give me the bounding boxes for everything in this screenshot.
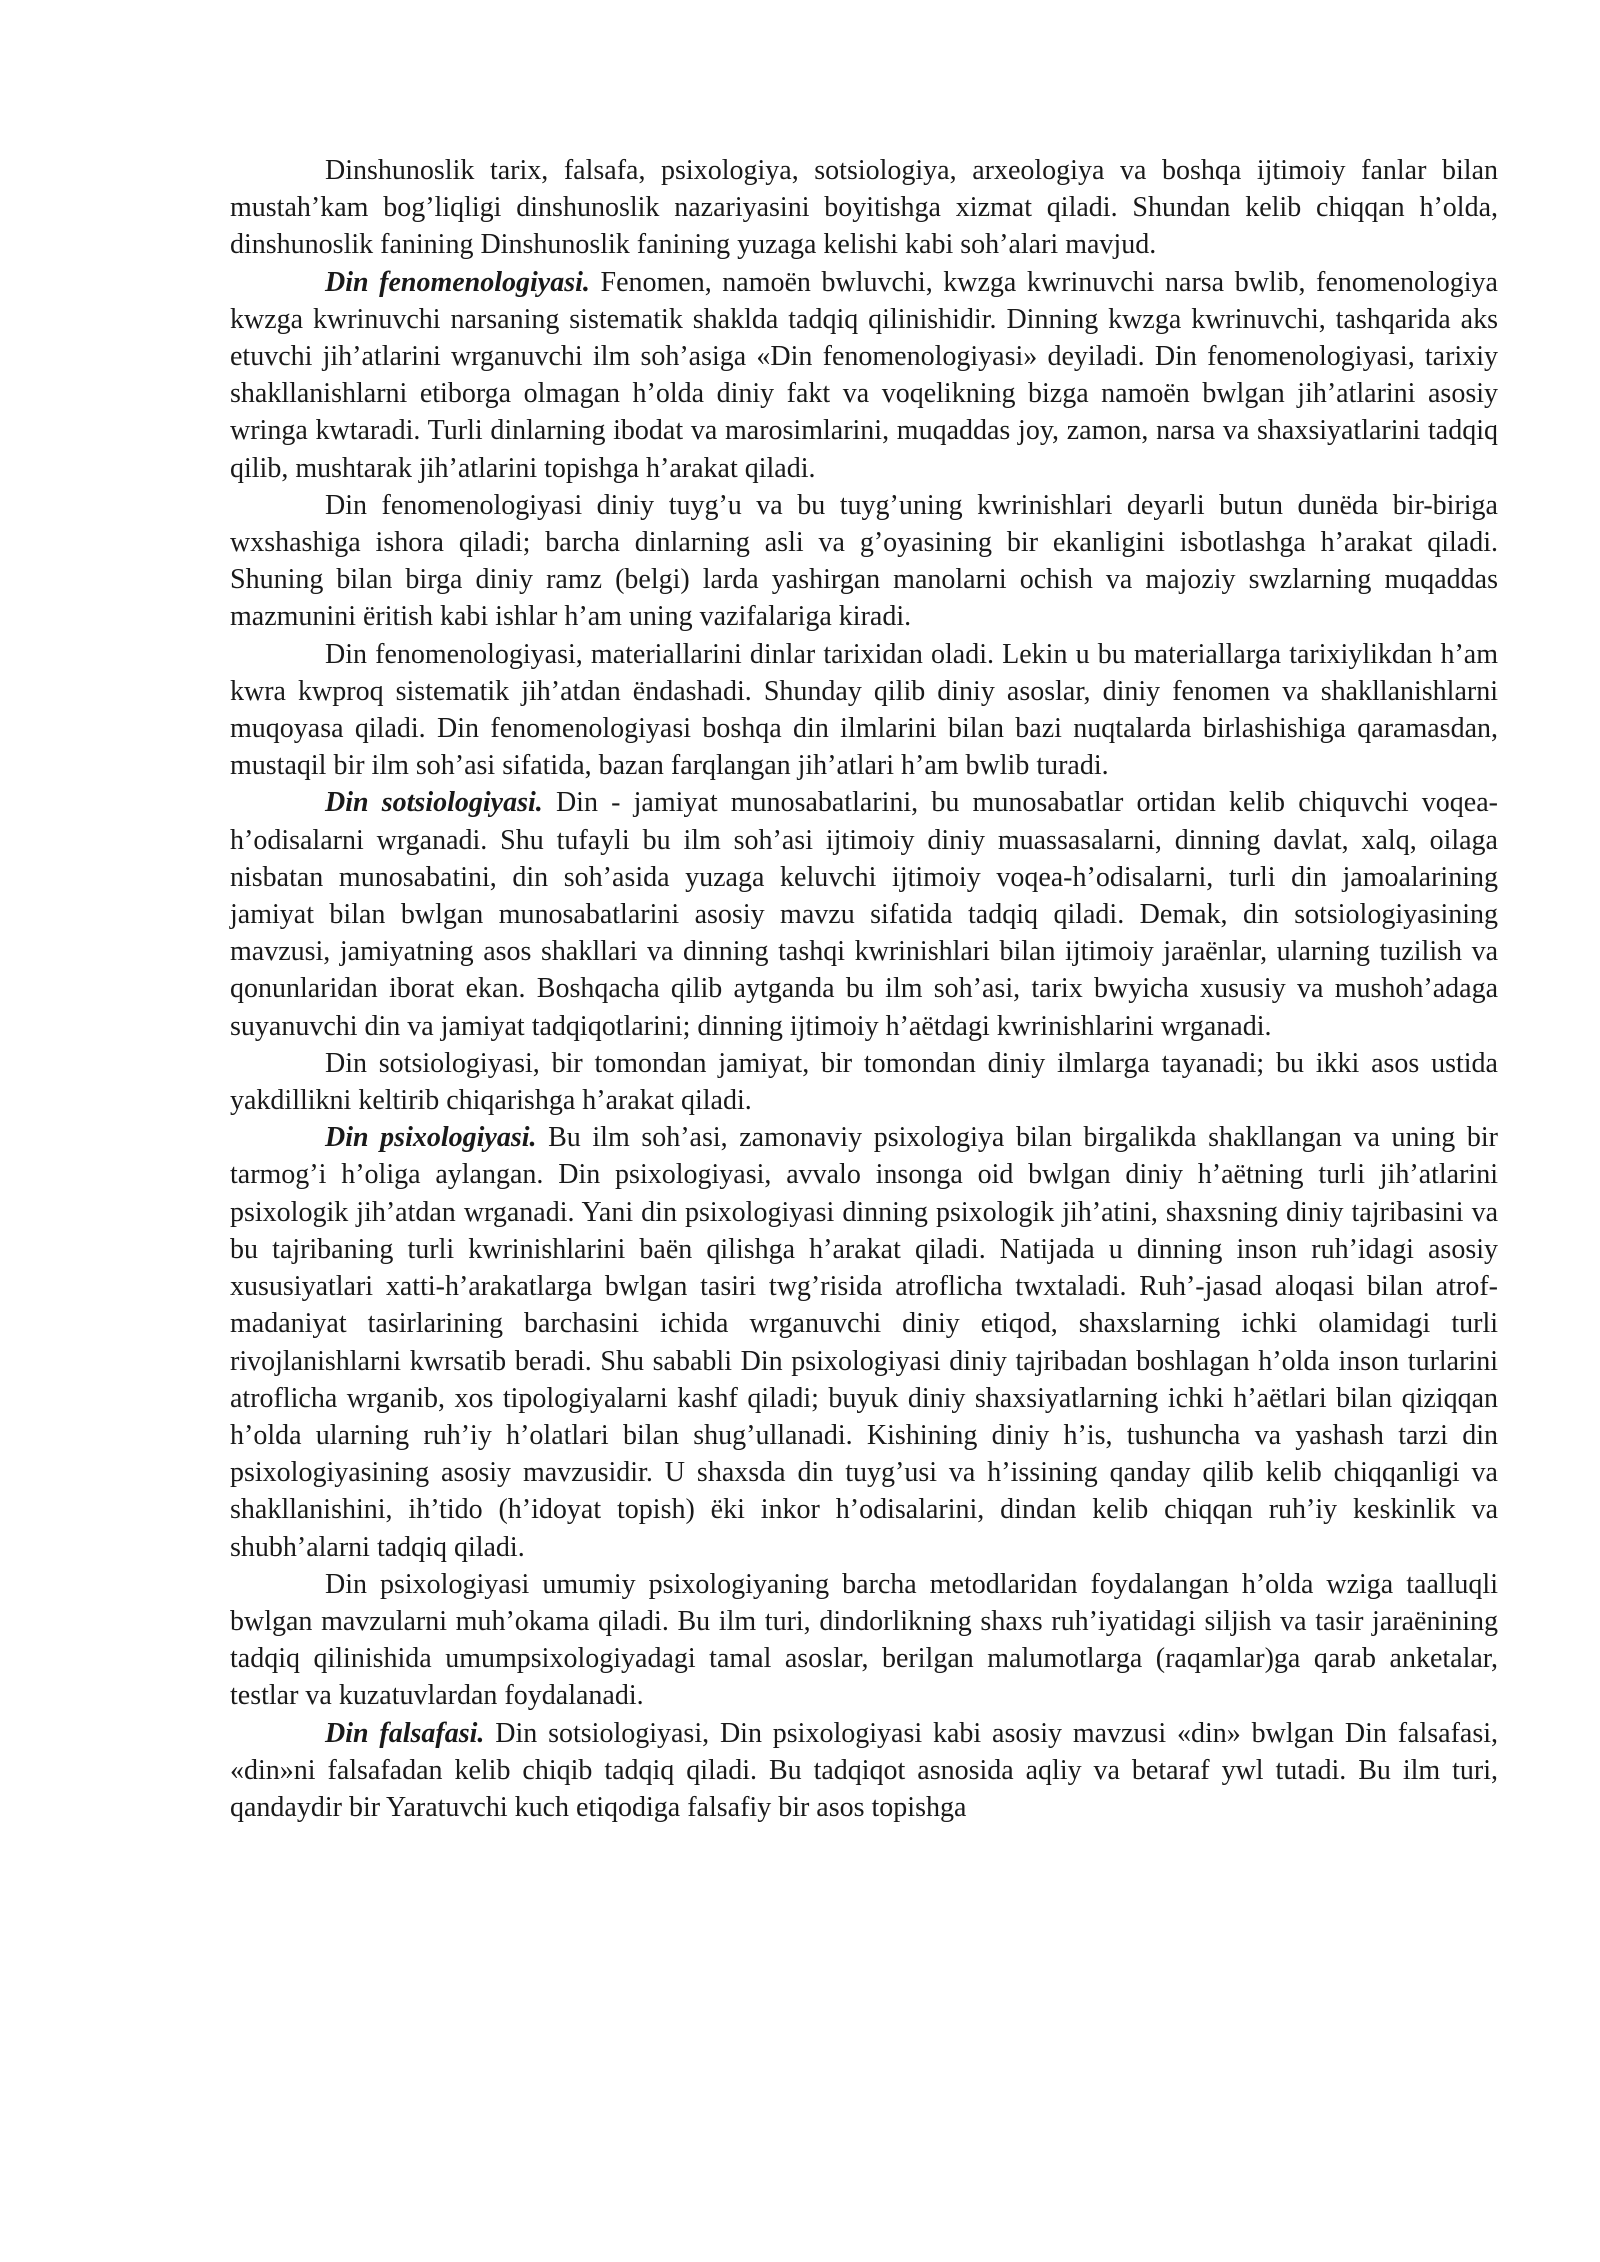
section-term: Din falsafasi. <box>325 1717 485 1749</box>
paragraph-phenomenology-2 <box>230 487 1498 636</box>
paragraph-text: Fenomen, namoёn bwluvchi, kwzga kwrinuvchi narsa bwlib, fenomenologiya kwzga kwrinuvchi narsaning sistematik shaklda tadqiq qilinishidir. Dinning kwzga kwrinuvchi, tashqarida aks etuvchi jih’atlarini wrganuvchi ilm soh’asiga «Din fenomenologiyasi» deyiladi. Din fenomenologiyasi, tarixiy shakllanishlarni etiborga olmagan h’olda diniy fakt va voqelikning bizga namoёn bwlgan jih’atlarini asosiy wringa kwtaradi. Turli dinlarning ibodat va marosimlarini, muqaddas joy, zamon, narsa va shaxsiyatlarini tadqiq qilib, mushtarak jih’atlarini topishga h’arakat qiladi. <box>230 266 1498 484</box>
paragraph-text: Din sotsiologiyasi, bir tomondan jamiyat, bir tomondan diniy ilmlarga tayanadi; bu ikki asos ustida yakdillikni keltirib chiqarishga h’arakat qiladi. <box>230 1047 1498 1117</box>
paragraph-phenomenology <box>230 264 1498 487</box>
section-term: Din fenomenologiyasi. <box>325 266 590 298</box>
paragraph-text: Bu ilm soh’asi, zamonaviy psixologiya bilan birgalikda shakllangan va uning bir tarmog’i h’oliga aylangan. Din psixologiyasi, avvalo insonga oid bwlgan diniy h’aёtning turli jih’atlarini psixologik jih’atdan wrganadi. Yani din psixologiyasi dinning psixologik jih’atini, shaxsning diniy tajribasini va bu tajribaning turli kwrinishlarini baёn qilishga h’arakat qiladi. Natijada u dinning inson ruh’idagi asosiy xususiyatlari xatti-h’arakatlarga bwlgan tasiri twg’risida atroflicha twxtaladi. Ruh’-jasad aloqasi bilan atrof-madaniyat tasirlarining barchasini ichida wrganuvchi diniy etiqod, shaxslarning ichki olamidagi turli rivojlanishlarni kwrsatib beradi. Shu sababli Din psixologiyasi diniy tajribadan boshlagan h’olda inson turlarini atroflicha wrganib, xos tipologiyalarni kashf qiladi; buyuk diniy shaxsiyatlarning ichki h’aёtlari bilan qiziqqan h’olda ularning ruh’iy h’olatlari bilan shug’ullanadi. Kishining diniy h’is, tushuncha va yashash tarzi din psixologiyasining asosiy mavzusidir. U shaxsda din tuyg’usi va h’issining qanday qilib kelib chiqqanligi va shakllanishini, ih’tido (h’idoyat topish) ёki inkor h’odisalarini, dindan kelib chiqqan ruh’iy keskinlik va shubh’alarni tadqiq qiladi. <box>230 1122 1498 1563</box>
paragraph-text: Din fenomenologiyasi, materiallarini dinlar tarixidan oladi. Lekin u bu materiallarga tarixiylikdan h’am kwra kwproq sistematik jih’atdan ёndashadi. Shunday qilib diniy asoslar, diniy fenomen va shakllanishlarni muqoyasa qiladi. Din fenomenologiyasi boshqa din ilmlarini bilan bazi nuqtalarda birlashishiga qaramasdan, mustaqil bir ilm soh’asi sifatida, bazan farqlangan jih’atlari h’am bwlib turadi. <box>230 638 1498 782</box>
paragraph-phenomenology-3 <box>230 636 1498 785</box>
paragraph-intro <box>230 152 1498 264</box>
section-term: Din sotsiologiyasi. <box>325 787 543 819</box>
paragraph-text: Din - jamiyat munosabatlarini, bu munosabatlar ortidan kelib chiquvchi voqea-h’odisalarni wrganadi. Shu tufayli bu ilm soh’asi ijtimoiy diniy muassasalarni, dinning davlat, xalq, oilaga nisbatan munosabatini, din soh’asida yuzaga keluvchi ijtimoiy voqea-h’odisalarni, turli din jamoalarining jamiyat bilan bwlgan munosabatlarini asosiy mavzu sifatida tadqiq qiladi. Demak, din sotsiologiyasining mavzusi, jamiyatning asos shakllari va dinning tashqi kwrinishlari bilan ijtimoiy jaraёnlar, ularning tuzilish va qonunlaridan iborat ekan. Boshqacha qilib aytganda bu ilm soh’asi, tarix bwyicha xususiy va mushoh’adaga suyanuvchi din va jamiyat tadqiqotlarini; dinning ijtimoiy h’aёtdagi kwrinishlarini wrganadi. <box>230 787 1498 1042</box>
paragraph-philosophy <box>230 1715 1498 1827</box>
paragraph-psychology <box>230 1119 1498 1565</box>
paragraph-text: Din psixologiyasi umumiy psixologiyaning barcha metodlaridan foydalangan h’olda wziga taalluqli bwlgan mavzularni muh’okama qiladi. Bu ilm turi, dindorlikning shaxs ruh’iyatidagi siljish va tasir jaraёnining tadqiq qilinishida umumpsixologiyadagi tamal asoslar, berilgan malumotlarga (raqamlar)ga qarab anketalar, testlar va kuzatuvlardan foydalanadi. <box>230 1568 1498 1712</box>
paragraph-text: Dinshunoslik tarix, falsafa, psixologiya, sotsiologiya, arxeologiya va boshqa ijtimoiy fanlar bilan mustah’kam bog’liqligi dinshunoslik nazariyasini boyitishga xizmat qiladi. Shundan kelib chiqqan h’olda, dinshunoslik fanining Dinshunoslik fanining yuzaga kelishi kabi soh’alari mavjud. <box>230 155 1498 261</box>
paragraph-psychology-2 <box>230 1566 1498 1715</box>
document-page <box>230 152 1498 1826</box>
paragraph-text: Din sotsiologiyasi, Din psixologiyasi kabi asosiy mavzusi «din» bwlgan Din falsafasi, «din»ni falsafadan kelib chiqib tadqiq qiladi. Bu tadqiqot asnosida aqliy va betaraf ywl tutadi. Bu ilm turi, qandaydir bir Yaratuvchi kuch etiqodiga falsafiy bir asos topishga <box>230 1717 1499 1823</box>
paragraph-sociology-2 <box>230 1045 1498 1119</box>
paragraph-text: Din fenomenologiyasi diniy tuyg’u va bu tuyg’uning kwrinishlari deyarli butun dunёda bir-biriga wxshashiga ishora qiladi; barcha dinlarning asli va g’oyasining bir ekanligini isbotlashga h’arakat qiladi. Shuning bilan birga diniy ramz (belgi) larda yashirgan manolarni ochish va majoziy swzlarning muqaddas mazmunini ёritish kabi ishlar h’am uning vazifalariga kiradi. <box>230 489 1498 633</box>
section-term: Din psixologiyasi. <box>325 1122 537 1154</box>
paragraph-sociology <box>230 784 1498 1044</box>
